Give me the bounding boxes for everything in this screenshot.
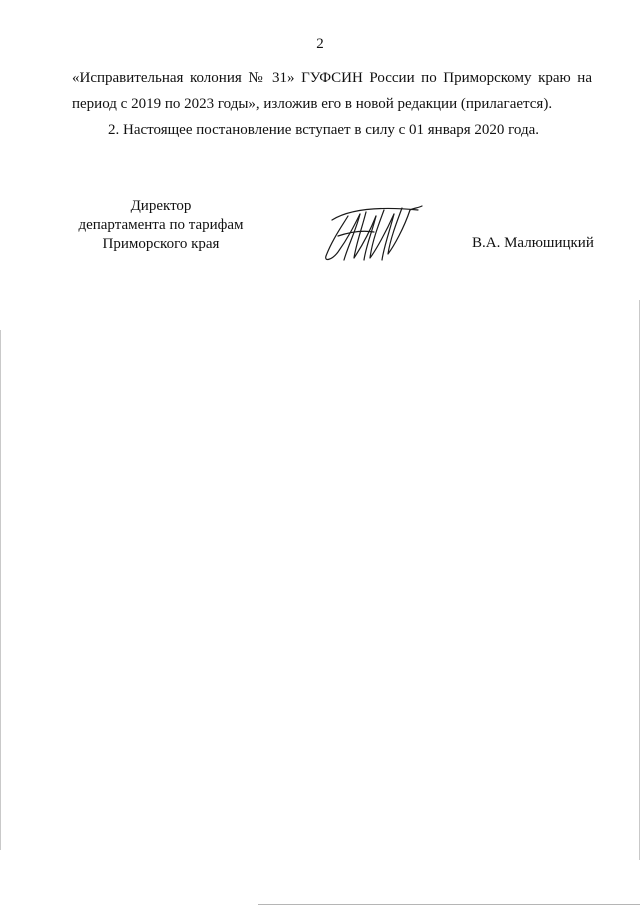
signatory-name: В.А. Малюшицкий [472,235,594,251]
body-text-line: «Исправительная колония № 31» ГУФСИН России по Приморскому краю на [72,70,592,86]
body-text-line: период с 2019 по 2023 годы», изложив его в новой редакции (прилагается). [72,96,553,112]
signatory-title-line: Директор [130,198,192,214]
signatory-title-line: департамента по тарифам [78,217,244,233]
scan-edge-left [0,330,1,850]
signatory-title-line: Приморского края [102,236,220,252]
body-text-paragraph: 2. Настоящее постановление вступает в силу с 01 января 2020 года. [108,122,540,138]
page-number: 2 [316,36,324,52]
signatory-title [66,197,256,254]
signature-icon [318,196,428,266]
